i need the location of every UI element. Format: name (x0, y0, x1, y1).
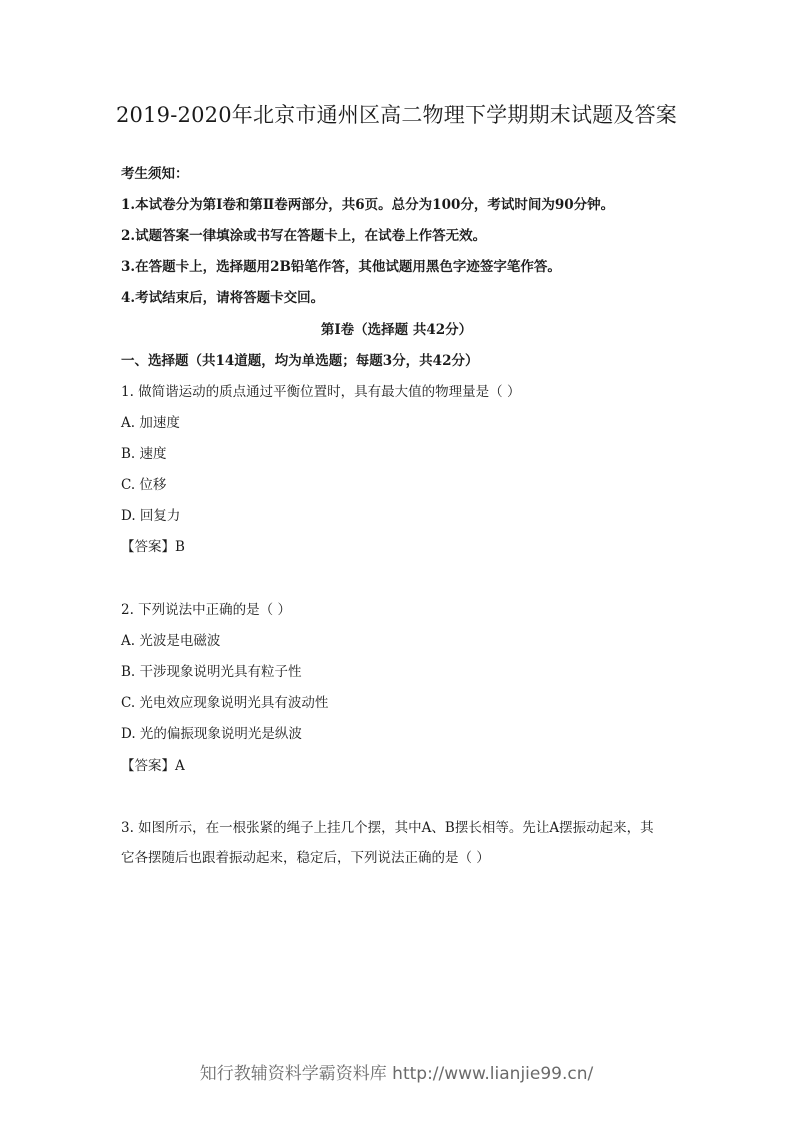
question-answer: 【答案】B (121, 539, 185, 555)
question-option: D. 光的偏振现象说明光是纵波 (121, 726, 302, 742)
question-option: C. 光电效应现象说明光具有波动性 (121, 695, 329, 711)
question-option: D. 回复力 (121, 508, 181, 524)
question-answer: 【答案】A (121, 758, 185, 774)
footer-watermark: 知行教辅资料学霸资料库 http://www.lianjie99.cn/ (199, 1064, 594, 1084)
question-stem-continued: 它各摆随后也跟着振动起来，稳定后，下列说法正确的是（ ） (121, 850, 490, 866)
notice-item: 4.考试结束后，请将答题卡交回。 (121, 290, 325, 306)
document-title: 2019-2020年北京市通州区高二物理下学期期末试题及答案 (116, 103, 677, 127)
question-option: B. 干涉现象说明光具有粒子性 (121, 664, 302, 680)
question-option: B. 速度 (121, 446, 167, 462)
question-option: A. 加速度 (121, 415, 180, 431)
question-option: C. 位移 (121, 477, 167, 493)
notice-item: 1.本试卷分为第Ⅰ卷和第Ⅱ卷两部分，共6页。总分为100分，考试时间为90分钟。 (121, 197, 615, 213)
part-title: 一、选择题（共14道题，均为单选题；每题3分，共42分） (121, 353, 479, 369)
section-title: 第Ⅰ卷（选择题 共42分） (320, 322, 473, 338)
notice-heading: 考生须知： (121, 166, 189, 182)
question-stem: 3. 如图所示，在一根张紧的绳子上挂几个摆，其中A、B摆长相等。先让A摆振动起来，其 (121, 820, 654, 836)
notice-item: 2.试题答案一律填涂或书写在答题卡上，在试卷上作答无效。 (121, 228, 487, 244)
question-stem: 2. 下列说法中正确的是（ ） (121, 602, 291, 618)
notice-item: 3.在答题卡上，选择题用2B铅笔作答，其他试题用黑色字迹签字笔作答。 (121, 259, 561, 275)
question-option: A. 光波是电磁波 (121, 633, 221, 649)
question-stem: 1. 做简谐运动的质点通过平衡位置时，具有最大值的物理量是（ ） (121, 384, 521, 400)
